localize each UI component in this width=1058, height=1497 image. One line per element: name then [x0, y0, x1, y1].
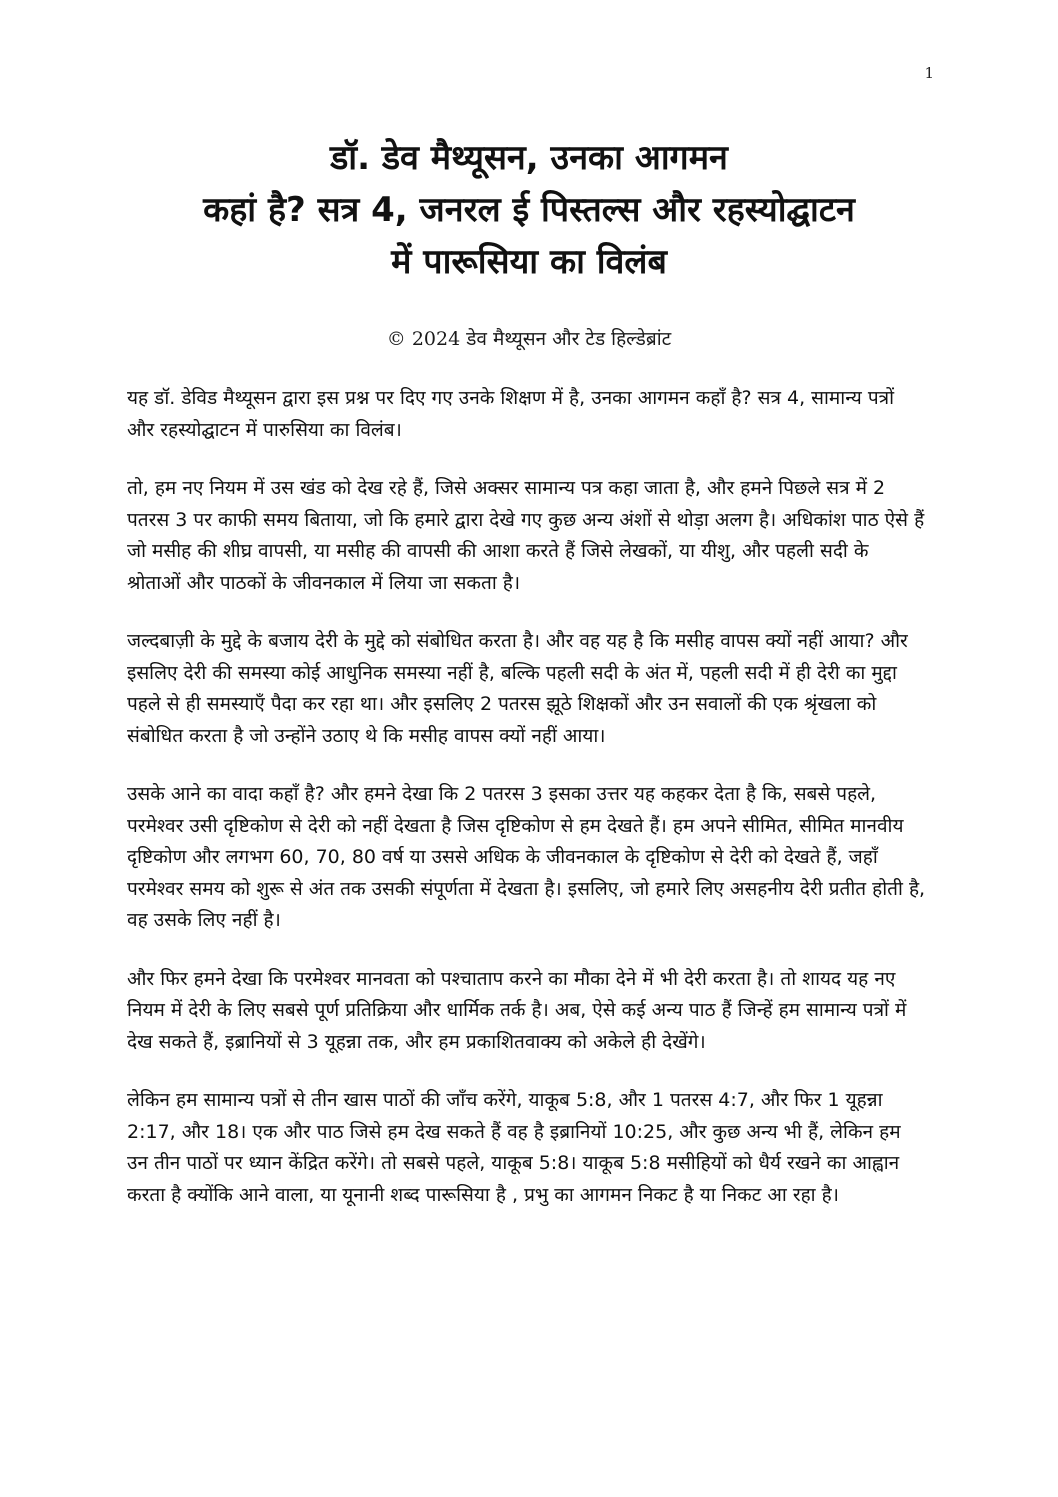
- title-line-3: में पारूसिया का विलंब: [391, 242, 667, 282]
- paragraph-5: और फिर हमने देखा कि परमेश्वर मानवता को पश्चाताप करने का मौका देने में भी देरी करता है। तो शायद यह नए नियम में देरी के लिए सबसे पूर्ण प्रतिक्रिया और धार्मिक तर्क है। अब, ऐसे कई अन्य पाठ हैं जिन्हें हम सामान्य पत्रों में देख सकते हैं, इब्रानियों से 3 यूहन्ना तक, और हम प्रकाशितवाक्य को अकेले ही देखेंगे।: [127, 967, 907, 1053]
- title-line-1: डॉ. डेव मैथ्यूसन, उनका आगमन: [330, 138, 728, 178]
- document-title: [110, 132, 948, 288]
- paragraph-4: उसके आने का वादा कहाँ है? और हमने देखा कि 2 पतरस 3 इसका उत्तर यह कहकर देता है कि, सबसे पहले, परमेश्वर उसी दृष्टिकोण से देरी को नहीं देखता है जिस दृष्टिकोण से हम देखते हैं। हम अपने सीमित, सीमित मानवीय दृष्टिकोण और लगभग 60, 70, 80 वर्ष या उससे अधिक के जीवनकाल के दृष्टिकोण से देरी को देखते हैं, जहाँ परमेश्वर समय को शुरू से अंत तक उसकी संपूर्णता में देखता है। इसलिए, जो हमारे लिए असहनीय देरी प्रतीत होती है, वह उसके लिए नहीं है।: [127, 783, 926, 931]
- paragraph-3: जल्दबाज़ी के मुद्दे के बजाय देरी के मुद्दे को संबोधित करता है। और वह यह है कि मसीह वापस क्यों नहीं आया? और इसलिए देरी की समस्या कोई आधुनिक समस्या नहीं है, बल्कि पहली सदी के अंत में, पहली सदी में ही देरी का मुद्दा पहले से ही समस्याएँ पैदा कर रहा था। और इसलिए 2 पतरस झूठे शिक्षकों और उन सवालों की एक श्रृंखला को संबोधित करता है जो उन्होंने उठाए थे कि मसीह वापस क्यों नहीं आया।: [127, 630, 908, 747]
- page-number: 1: [924, 64, 934, 82]
- document-body: [127, 383, 927, 1238]
- copyright-notice: © 2024 डेव मैथ्यूसन और टेड हिल्डेब्रांट: [386, 328, 672, 350]
- title-line-2: कहां है? सत्र 4, जनरल ई पिस्तल्स और रहस्योद्घाटन: [203, 190, 855, 230]
- paragraph-2: तो, हम नए नियम में उस खंड को देख रहे हैं, जिसे अक्सर सामान्य पत्र कहा जाता है, और हमने पिछले सत्र में 2 पतरस 3 पर काफी समय बिताया, जो कि हमारे द्वारा देखे गए कुछ अन्य अंशों से थोड़ा अलग है। अधिकांश पाठ ऐसे हैं जो मसीह की शीघ्र वापसी, या मसीह की वापसी की आशा करते हैं जिसे लेखकों, या यीशु, और पहली सदी के श्रोताओं और पाठकों के जीवनकाल में लिया जा सकता है।: [127, 477, 925, 594]
- paragraph-1: यह डॉ. डेविड मैथ्यूसन द्वारा इस प्रश्न पर दिए गए उनके शिक्षण में है, उनका आगमन कहाँ है? सत्र 4, सामान्य पत्रों और रहस्योद्घाटन में पारुसिया का विलंब।: [127, 387, 895, 441]
- paragraph-6: लेकिन हम सामान्य पत्रों से तीन खास पाठों की जाँच करेंगे, याकूब 5:8, और 1 पतरस 4:7, और फिर 1 यूहन्ना 2:17, और 18। एक और पाठ जिसे हम देख सकते हैं वह है इब्रानियों 10:25, और कुछ अन्य भी हैं, लेकिन हम उन तीन पाठों पर ध्यान केंद्रित करेंगे। तो सबसे पहले, याकूब 5:8। याकूब 5:8 मसीहियों को धैर्य रखने का आह्वान करता है क्योंकि आने वाला, या यूनानी शब्द पारूसिया है , प्रभु का आगमन निकट है या निकट आ रहा है।: [127, 1089, 901, 1206]
